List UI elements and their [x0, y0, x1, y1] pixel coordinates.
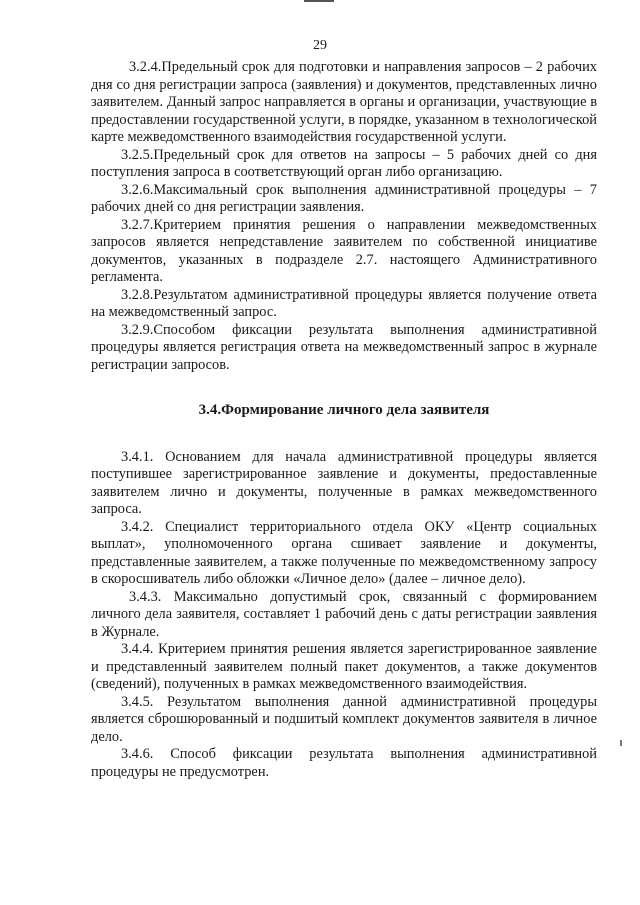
paragraph-3-4-4: 3.4.4. Критерием принятия решения является зарегистрированное заявление и представленный заявителем полный пакет документов, а также документов (сведений), полученных в рамках межведомственного взаимодействия. — [91, 641, 597, 692]
paragraph-3-2-9: 3.2.9.Способом фиксации результата выполнения административной процедуры является регистрация ответа на межведомственный запрос в журнале регистрации запросов. — [91, 321, 597, 373]
paragraph-3-2-8: 3.2.8.Результатом административной процедуры является получение ответа на межведомственный запрос. — [91, 286, 597, 320]
top-edge-mark — [304, 0, 334, 2]
section-heading-3-4: 3.4.Формирование личного дела заявителя — [198, 402, 490, 418]
paragraph-3-4-6: 3.4.6. Способ фиксации результата выполнения административной процедуры не предусмотрен. — [91, 746, 597, 780]
paragraph-3-4-5: 3.4.5. Результатом выполнения данной административной процедуры является сброшюрованный и подшитый комплект документов заявителя в личное дело. — [91, 693, 597, 745]
paragraph-3-4-3: 3.4.3. Максимально допустимый срок, связанный с формированием личного дела заявителя, составляет 1 рабочий день с даты регистрации заявления в Журнале. — [91, 588, 597, 640]
paragraph-3-2-7: 3.2.7.Критерием принятия решения о направлении межведомственных запросов является непредставление заявителем по собственной инициативе документов, указанных в подразделе 2.7. настоящего Административного регламента. — [91, 216, 597, 285]
paragraph-3-2-4: 3.2.4.Предельный срок для подготовки и направления запросов – 2 рабочих дня со дня регистрации запроса (заявления) и документов, представленных лично заявителем. Данный запрос направляется в органы и организации, участвующие в предоставлении государственной услуги, в порядке, указанном в технологической карте межведомственного взаимодействия государственной услуги. — [91, 59, 597, 145]
paragraph-3-2-6: 3.2.6.Максимальный срок выполнения административной процедуры – 7 рабочих дней со дня регистрации заявления. — [91, 181, 597, 215]
margin-mark — [620, 740, 622, 746]
paragraph-3-2-5: 3.2.5.Предельный срок для ответов на запросы – 5 рабочих дней со дня поступления запроса в соответствующий орган либо организацию. — [91, 146, 597, 180]
document-body — [91, 59, 597, 781]
paragraph-3-4-1: 3.4.1. Основанием для начала административной процедуры является поступившее зарегистрированное заявление и документы, предоставленные заявителем лично и документы, полученные в рамках межведомственного запроса. — [91, 448, 597, 517]
paragraph-3-4-2: 3.4.2. Специалист территориального отдела ОКУ «Центр социальных выплат», уполномоченного органа сшивает заявление и документы, представленные заявителем, а также полученные по межведомственному запросу в скоросшиватель либо обложки «Личное дело» (далее – личное дело). — [91, 518, 597, 587]
page-number: 29 — [313, 38, 327, 53]
